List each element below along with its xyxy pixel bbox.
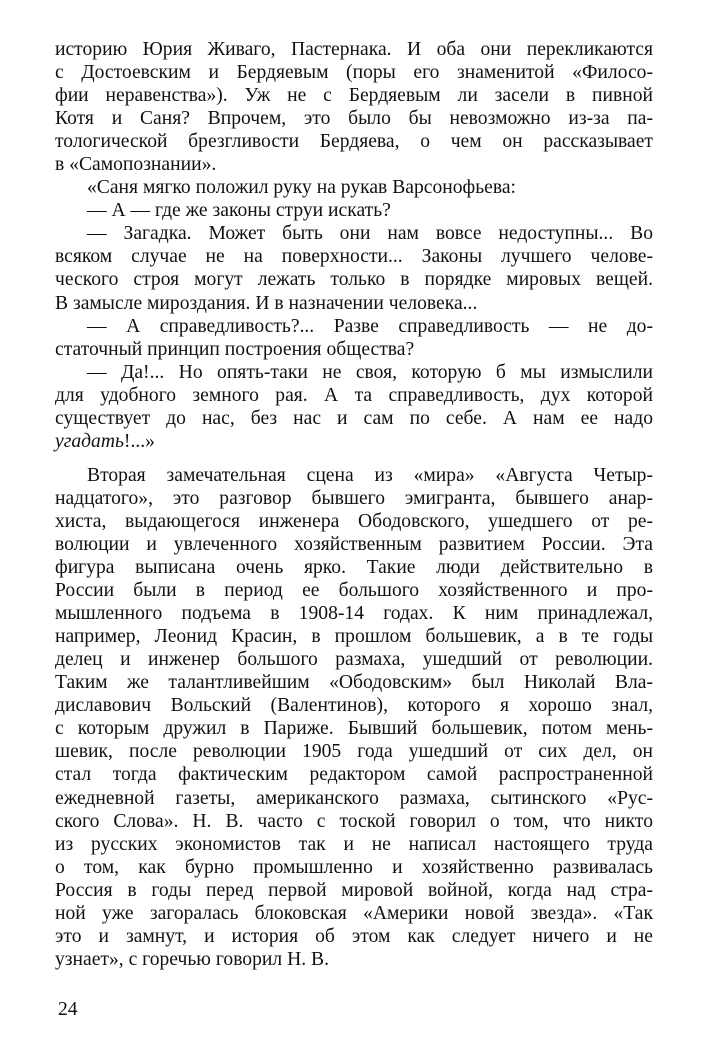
text-line: тологической брезгливости Бердяева, о чем он рассказывает xyxy=(55,131,653,153)
text-line: с Достоевским и Бердяевым (поры его знаменитой «Филосо- xyxy=(55,62,653,84)
text-line: делец и инженер большого размаха, ушедший от революции. xyxy=(55,649,653,671)
text-line: стал тогда фактическим редактором самой распространенной xyxy=(55,764,653,786)
page-text xyxy=(55,38,653,971)
text-line: ежедневной газеты, американского размаха, сытинского «Рус- xyxy=(55,787,653,809)
page-number: 24 xyxy=(58,999,78,1020)
text-line: статочный принцип построения общества? xyxy=(55,338,415,360)
text-line: это и замнут, и история об этом как следует ничего и не xyxy=(55,925,653,947)
text-line: с которым дружил в Париже. Бывший большевик, потом мень- xyxy=(55,718,653,740)
text-line: диславович Вольский (Валентинов), которого я хорошо знал, xyxy=(55,695,653,717)
text-line: существует до нас, без нас и сам по себе. А нам ее надо xyxy=(55,407,653,429)
text-line: ной уже загоралась блоковская «Америки новой звезда». «Так xyxy=(55,902,653,924)
text-line: Котя и Саня? Впрочем, это было бы невозможно из-за па- xyxy=(55,108,653,130)
text-line: — Загадка. Может быть они нам вовсе недоступны... Во xyxy=(87,223,653,245)
text-line: волюции и увлеченного хозяйственным развитием России. Эта xyxy=(55,533,653,555)
text-fragment: !...» xyxy=(123,430,155,452)
text-line: ческого строя могут лежать только в порядке мировых вещей. xyxy=(55,269,653,291)
text-line-italic xyxy=(55,430,653,453)
text-line: историю Юрия Живаго, Пастернака. И оба они перекликаются xyxy=(55,39,653,60)
text-line: Таким же талантливейшим «Ободовским» был Николай Вла- xyxy=(55,672,653,694)
text-line: Вторая замечательная сцена из «мира» «Августа Четыр- xyxy=(87,464,653,486)
text-line: — Да!... Но опять-таки не своя, которую б мы измыслили xyxy=(87,361,653,383)
text-line: всяком случае не на поверхности... Законы лучшего челове- xyxy=(55,246,653,268)
text-line: мышленного подъема в 1908-14 годах. К ним принадлежал, xyxy=(55,603,653,625)
text-line: узнает», с горечью говорил Н. В. xyxy=(55,948,329,970)
text-line: ского Слова». Н. В. часто с тоской говорил о том, что никто xyxy=(55,810,653,832)
text-line: России были в период ее большого хозяйственного и про- xyxy=(55,580,653,602)
text-line: — А — где же законы струи искать? xyxy=(87,200,391,222)
text-line: хиста, выдающегося инженера Ободовского, ушедшего от ре- xyxy=(55,510,653,532)
text-line: В замысле мироздания. И в назначении человека... xyxy=(55,292,478,314)
text-line: о том, как бурно промышленно и хозяйственно развивалась xyxy=(55,856,653,878)
text-line: Россия в годы перед первой мировой войной, когда над стра- xyxy=(55,879,653,901)
text-line: «Саня мягко положил руку на рукав Варсонофьева: xyxy=(87,177,516,199)
text-line: для удобного земного рая. А та справедливость, дух которой xyxy=(55,384,653,406)
paragraph-gap xyxy=(55,453,653,464)
italic-word: угадать xyxy=(55,430,124,452)
text-line: фии неравенства»). Уж не с Бердяевым ли засели в пивной xyxy=(55,85,653,107)
text-line: в «Самопознании». xyxy=(55,154,217,176)
text-line: — А справедливость?... Разве справедливость — не до- xyxy=(87,315,653,337)
text-line: например, Леонид Красин, в прошлом большевик, а в те годы xyxy=(55,626,653,648)
text-line: шевик, после революции 1905 года ушедший от сих дел, он xyxy=(55,741,653,763)
text-line: фигура выписана очень ярко. Такие люди действительно в xyxy=(55,557,653,579)
text-line: надцатого», это разговор бывшего эмигранта, бывшего анар- xyxy=(55,487,653,509)
text-line: из русских экономистов так и не написал настоящего труда xyxy=(55,833,653,855)
